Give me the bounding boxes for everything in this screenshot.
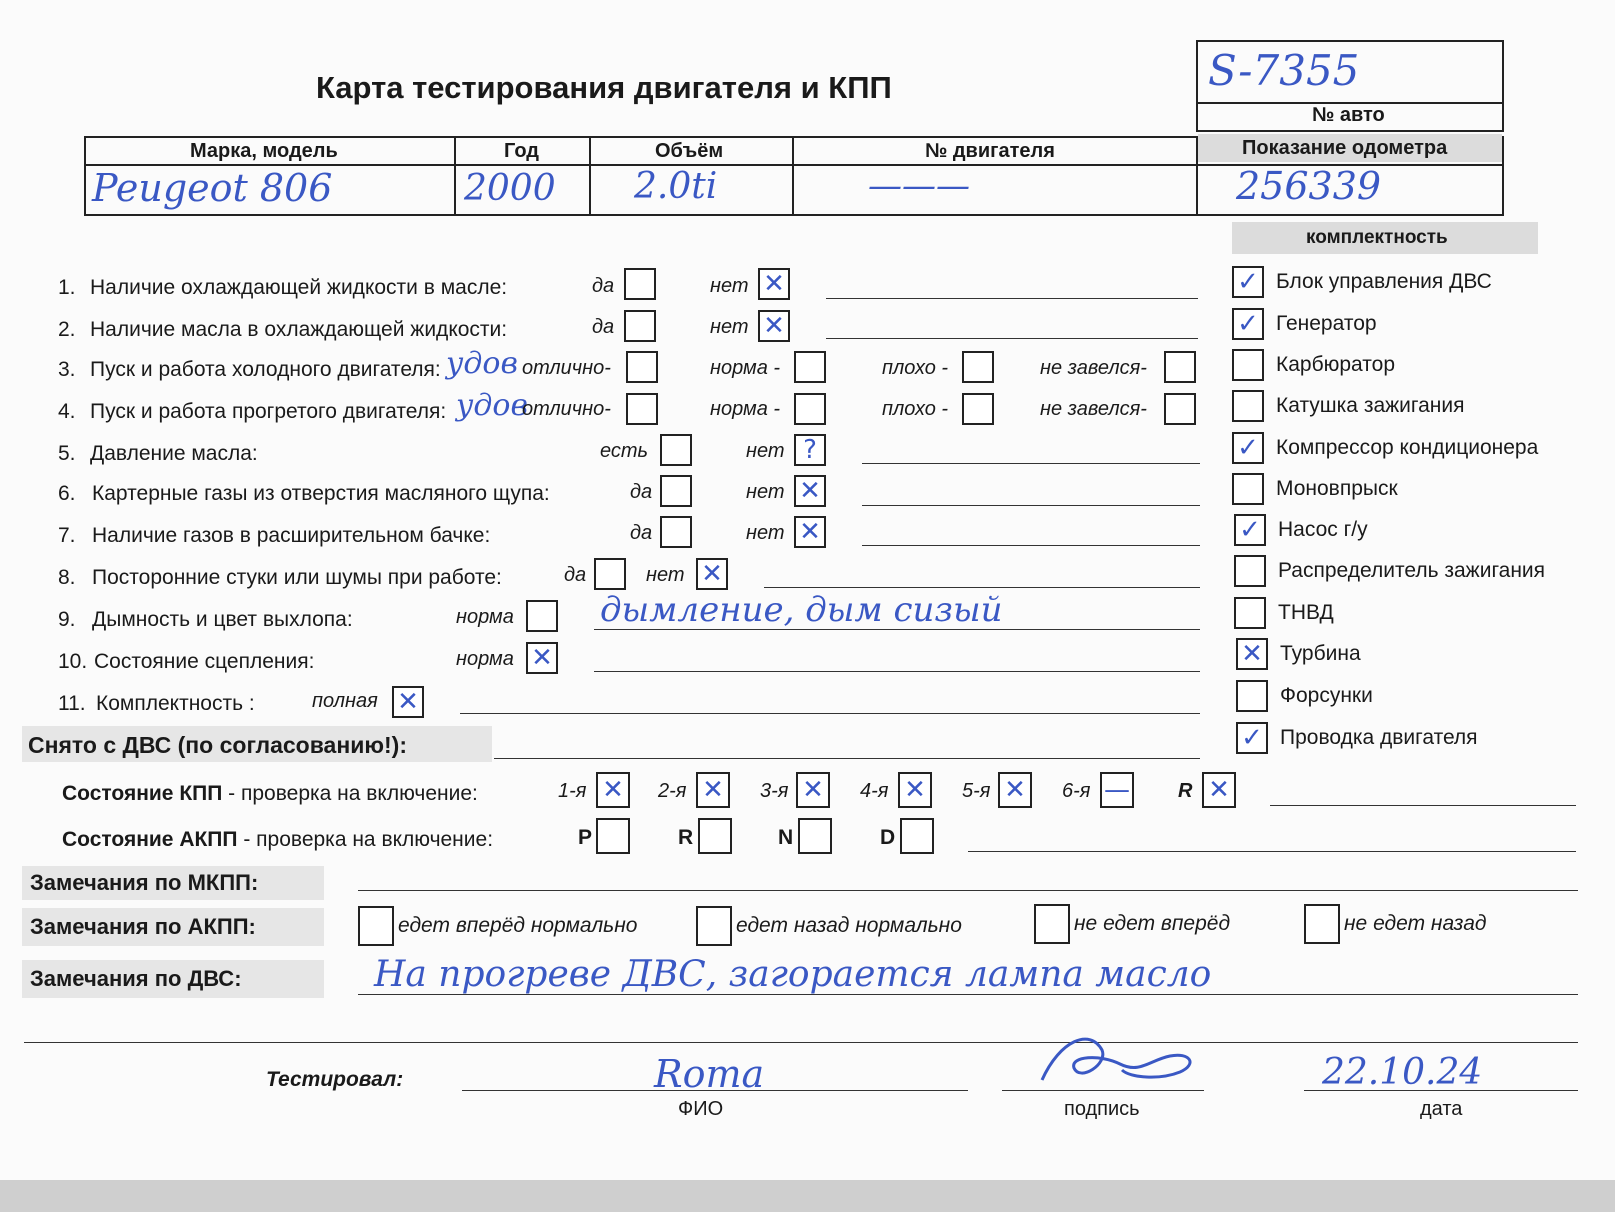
q5-net-label: нет <box>746 440 785 462</box>
checkbox-mono-injection[interactable] <box>1232 473 1264 505</box>
q8-net-checkbox[interactable]: ✕ <box>696 558 728 590</box>
checkbox-ac-compressor[interactable]: ✓ <box>1232 432 1264 464</box>
page-title: Карта тестирования двигателя и КПП <box>316 70 892 105</box>
q4-otlichno-label: отлично- <box>522 398 611 420</box>
q5-net-checkbox[interactable]: ? <box>794 434 826 466</box>
q9-number: 9. <box>58 608 76 631</box>
akpp-backward-ok-checkbox[interactable] <box>696 906 732 946</box>
auto-number-label: № авто <box>1312 104 1385 126</box>
q6-number: 6. <box>58 482 76 505</box>
akpp-no-forward-label: не едет вперёд <box>1074 912 1231 935</box>
q6-net-label: нет <box>746 481 785 503</box>
q3-ne-zavelsya-checkbox[interactable] <box>1164 351 1196 383</box>
q5-text: Давление масла: <box>90 442 258 465</box>
item-mono-injection: Моновпрыск <box>1276 477 1398 500</box>
q4-number: 4. <box>58 400 76 423</box>
akpp-no-backward-label: не едет назад <box>1344 912 1487 935</box>
q4-ne-zavelsya-checkbox[interactable] <box>1164 393 1196 425</box>
gear-3-checkbox[interactable]: ✕ <box>796 772 830 808</box>
gear-2-checkbox[interactable]: ✕ <box>696 772 730 808</box>
q6-text: Картерные газы из отверстия масляного щупа: <box>92 482 550 505</box>
remarks-dvs-handwritten: На прогреве ДВС, загорается лампа масло <box>374 954 1212 995</box>
q1-number: 1. <box>58 276 76 299</box>
date-handwritten: 22.10.24 <box>1322 1052 1483 1093</box>
q7-text: Наличие газов в расширительном бачке: <box>92 524 491 547</box>
q10-text: Состояние сцепления: <box>94 650 315 673</box>
col-odometer: Показание одометра <box>1242 137 1448 159</box>
q3-otlichno-label: отлично- <box>522 357 611 379</box>
item-ignition-coil: Катушка зажигания <box>1276 394 1465 417</box>
akpp-n-checkbox[interactable] <box>798 818 832 854</box>
q1-net-label: нет <box>710 275 749 297</box>
odometer-value: 256339 <box>1236 164 1382 208</box>
q4-text: Пуск и работа прогретого двигателя: <box>90 400 447 423</box>
q6-da-label: да <box>630 481 653 503</box>
q8-da-label: да <box>564 564 587 586</box>
q9-text: Дымность и цвет выхлопа: <box>92 608 353 631</box>
gear-4-checkbox[interactable]: ✕ <box>898 772 932 808</box>
q4-ne-zavelsya-label: не завелся- <box>1040 398 1147 420</box>
q2-da-checkbox[interactable] <box>624 310 656 342</box>
q7-number: 7. <box>58 524 76 547</box>
q2-da-label: да <box>592 316 615 338</box>
q4-ploho-label: плохо - <box>882 398 949 420</box>
col-make-model: Марка, модель <box>190 140 338 162</box>
q2-number: 2. <box>58 318 76 341</box>
q1-net-checkbox[interactable]: ✕ <box>758 268 790 300</box>
q1-da-checkbox[interactable] <box>624 268 656 300</box>
komplekt-header: комплектность <box>1306 227 1448 248</box>
checkbox-engine-ecu[interactable]: ✓ <box>1232 266 1264 298</box>
akpp-r-checkbox[interactable] <box>698 818 732 854</box>
q9-norma-label: норма <box>456 606 514 628</box>
gear-5-label: 5-я <box>962 780 991 802</box>
engine-number-value: ——— <box>868 166 970 206</box>
make-model-value: Peugeot 806 <box>92 166 333 210</box>
item-injection-pump: ТНВД <box>1278 601 1334 624</box>
removed-label: Снято с ДВС (по согласованию!): <box>28 732 407 758</box>
q8-da-checkbox[interactable] <box>594 558 626 590</box>
q7-net-checkbox[interactable]: ✕ <box>794 516 826 548</box>
gear-6-checkbox[interactable]: — <box>1100 772 1134 808</box>
item-engine-ecu: Блок управления ДВС <box>1276 270 1492 293</box>
tester-name-handwritten: Roma <box>654 1052 765 1096</box>
akpp-n-label: N <box>778 826 794 849</box>
akpp-p-label: P <box>578 826 593 849</box>
item-generator: Генератор <box>1276 312 1377 335</box>
akpp-d-checkbox[interactable] <box>900 818 934 854</box>
q3-norma-label: норма - <box>710 357 781 379</box>
q10-norma-label: норма <box>456 648 514 670</box>
item-ac-compressor: Компрессор кондиционера <box>1276 436 1539 459</box>
col-volume: Объём <box>655 140 724 162</box>
q3-number: 3. <box>58 358 76 381</box>
gear-r-checkbox[interactable]: ✕ <box>1202 772 1236 808</box>
q6-net-checkbox[interactable]: ✕ <box>794 475 826 507</box>
q11-polnaya-label: полная <box>312 690 378 712</box>
checkbox-generator[interactable]: ✓ <box>1232 308 1264 340</box>
akpp-forward-ok-label: едет вперёд нормально <box>398 914 638 937</box>
q4-otlichno-checkbox[interactable] <box>626 393 658 425</box>
remarks-dvs-label: Замечания по ДВС: <box>30 966 242 991</box>
q3-handwritten: удов <box>446 346 518 381</box>
checkbox-carburetor[interactable] <box>1232 349 1264 381</box>
q3-otlichno-checkbox[interactable] <box>626 351 658 383</box>
gear-2-label: 2-я <box>658 780 687 802</box>
q4-ploho-checkbox[interactable] <box>962 393 994 425</box>
checkbox-engine-wiring[interactable]: ✓ <box>1236 722 1268 754</box>
q8-text: Посторонние стуки или шумы при работе: <box>92 566 502 589</box>
signature-image <box>1030 1020 1210 1100</box>
year-value: 2000 <box>464 168 556 209</box>
auto-number-value: S-7355 <box>1208 46 1360 95</box>
remarks-mkpp-label: Замечания по МКПП: <box>30 870 259 895</box>
col-year: Год <box>504 140 539 162</box>
q7-net-label: нет <box>746 522 785 544</box>
q9-norma-checkbox[interactable] <box>526 600 558 632</box>
akpp-d-label: D <box>880 826 896 849</box>
akpp-no-backward-checkbox[interactable] <box>1304 904 1340 944</box>
signature-label: подпись <box>1064 1098 1140 1120</box>
checkbox-ps-pump[interactable]: ✓ <box>1234 514 1266 546</box>
checkbox-injectors[interactable] <box>1236 680 1268 712</box>
q5-est-checkbox[interactable] <box>660 434 692 466</box>
q10-norma-checkbox[interactable]: ✕ <box>526 642 558 674</box>
gear-6-label: 6-я <box>1062 780 1091 802</box>
akpp-label: Состояние АКПП - проверка на включение: <box>62 828 494 851</box>
checkbox-ignition-coil[interactable] <box>1232 390 1264 422</box>
date-label: дата <box>1420 1098 1463 1120</box>
q11-number: 11. <box>58 692 86 715</box>
remarks-akpp-label: Замечания по АКПП: <box>30 914 256 939</box>
q7-da-checkbox[interactable] <box>660 516 692 548</box>
gear-r-label: R <box>1178 780 1193 802</box>
q10-number: 10. <box>58 650 88 673</box>
q3-ne-zavelsya-label: не завелся- <box>1040 357 1147 379</box>
akpp-forward-ok-checkbox[interactable] <box>358 906 394 946</box>
q4-handwritten: удов <box>456 388 528 423</box>
fio-label: ФИО <box>678 1098 724 1120</box>
gear-1-label: 1-я <box>558 780 587 802</box>
q1-da-label: да <box>592 275 615 297</box>
q6-da-checkbox[interactable] <box>660 475 692 507</box>
q3-ploho-label: плохо - <box>882 357 949 379</box>
q3-text: Пуск и работа холодного двигателя: <box>90 358 441 381</box>
tested-by-label: Тестировал: <box>266 1068 404 1091</box>
q5-number: 5. <box>58 442 76 465</box>
item-carburetor: Карбюратор <box>1276 353 1396 376</box>
q8-number: 8. <box>58 566 76 589</box>
item-ps-pump: Насос г/у <box>1278 518 1368 541</box>
akpp-backward-ok-label: едет назад нормально <box>736 914 962 937</box>
gear-4-label: 4-я <box>860 780 889 802</box>
akpp-r-label: R <box>678 826 694 849</box>
q2-text: Наличие масла в охлаждающей жидкости: <box>90 318 508 341</box>
gear-5-checkbox[interactable]: ✕ <box>998 772 1032 808</box>
q3-ploho-checkbox[interactable] <box>962 351 994 383</box>
item-distributor: Распределитель зажигания <box>1278 559 1546 582</box>
gear-1-checkbox[interactable]: ✕ <box>596 772 630 808</box>
q1-text: Наличие охлаждающей жидкости в масле: <box>90 276 508 299</box>
gear-3-label: 3-я <box>760 780 789 802</box>
q3-norma-checkbox[interactable] <box>794 351 826 383</box>
q2-net-checkbox[interactable]: ✕ <box>758 310 790 342</box>
checkbox-distributor[interactable] <box>1234 555 1266 587</box>
q9-handwritten: дымление, дым сизый <box>600 590 1003 630</box>
q2-net-label: нет <box>710 316 749 338</box>
volume-value: 2.0ti <box>634 166 718 207</box>
item-injectors: Форсунки <box>1280 684 1373 707</box>
q7-da-label: да <box>630 522 653 544</box>
akpp-p-checkbox[interactable] <box>596 818 630 854</box>
q11-text: Комплектность : <box>96 692 255 715</box>
checkbox-injection-pump[interactable] <box>1234 597 1266 629</box>
item-turbine: Турбина <box>1280 642 1361 665</box>
kpp-label: Состояние КПП - проверка на включение: <box>62 782 478 805</box>
q4-norma-label: норма - <box>710 398 781 420</box>
col-engine-number: № двигателя <box>925 140 1055 162</box>
q8-net-label: нет <box>646 564 685 586</box>
akpp-no-forward-checkbox[interactable] <box>1034 904 1070 944</box>
q5-est-label: есть <box>600 440 649 462</box>
q11-polnaya-checkbox[interactable]: ✕ <box>392 686 424 718</box>
checkbox-turbine[interactable]: ✕ <box>1236 638 1268 670</box>
q4-norma-checkbox[interactable] <box>794 393 826 425</box>
item-engine-wiring: Проводка двигателя <box>1280 726 1478 749</box>
